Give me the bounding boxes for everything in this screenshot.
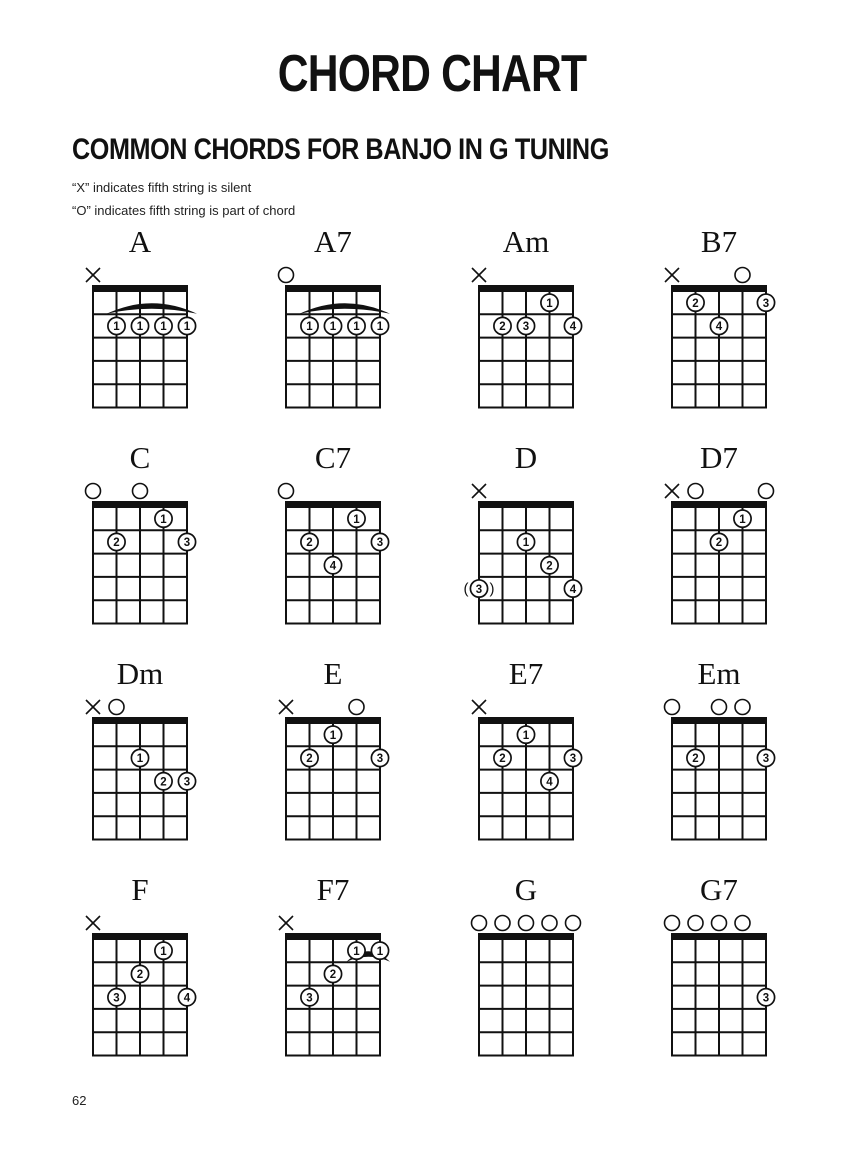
open-string-marker	[349, 700, 364, 715]
open-string-marker	[472, 916, 487, 931]
chord-diagram-a	[73, 224, 213, 419]
nut-bar	[285, 933, 381, 940]
finger-position	[131, 965, 148, 982]
open-string-marker	[279, 484, 294, 499]
finger-number: 3	[376, 753, 384, 766]
finger-number: 3	[569, 753, 577, 766]
finger-number: 4	[569, 321, 577, 334]
finger-position	[301, 317, 318, 334]
finger-number: 2	[136, 969, 144, 982]
finger-position	[687, 749, 704, 766]
open-string-marker	[566, 916, 581, 931]
open-string-marker	[735, 268, 750, 283]
chord-svg	[266, 656, 406, 846]
finger-number: 2	[692, 753, 699, 766]
finger-number: 1	[160, 513, 167, 526]
finger-position	[301, 533, 318, 550]
finger-position	[564, 317, 581, 334]
finger-number: 1	[136, 753, 144, 766]
nut-bar	[478, 285, 574, 292]
finger-number: 1	[160, 321, 167, 334]
chord-svg	[652, 224, 792, 414]
chord-svg	[73, 224, 213, 414]
muted-string-marker	[86, 700, 100, 714]
finger-number: 1	[160, 945, 167, 958]
chord-svg	[266, 872, 406, 1062]
finger-position	[371, 317, 388, 334]
chord-diagram-f7	[266, 872, 406, 1067]
chord-diagram-d7	[652, 440, 792, 635]
finger-position	[687, 294, 704, 311]
chord-name: E7	[508, 656, 544, 691]
muted-string-marker	[472, 700, 486, 714]
finger-number: 4	[715, 321, 723, 334]
chord-diagram-c	[73, 440, 213, 635]
finger-position	[564, 749, 581, 766]
finger-position	[131, 317, 148, 334]
open-string-marker	[759, 484, 774, 499]
finger-position	[178, 773, 195, 790]
finger-number: 4	[546, 776, 553, 789]
nut-bar	[671, 717, 767, 724]
finger-position	[131, 749, 148, 766]
chord-name: C	[129, 440, 151, 475]
muted-string-marker	[86, 916, 100, 930]
finger-number: 1	[376, 945, 384, 958]
finger-number: 3	[183, 537, 191, 550]
finger-position	[564, 580, 581, 597]
finger-position	[178, 989, 195, 1006]
open-string-marker	[735, 700, 750, 715]
finger-position	[155, 317, 172, 334]
finger-position	[301, 989, 318, 1006]
finger-number: 2	[160, 776, 167, 789]
finger-number: 1	[136, 321, 144, 334]
chord-svg	[459, 656, 599, 846]
chord-name: B7	[700, 224, 738, 259]
finger-position	[155, 942, 172, 959]
finger-number: 1	[353, 513, 360, 526]
svg-text:(: (	[463, 580, 469, 598]
open-string-marker	[279, 268, 294, 283]
chord-diagram-b7	[652, 224, 792, 419]
chord-name: Dm	[116, 656, 164, 691]
chord-name: D	[514, 440, 538, 475]
finger-position	[517, 533, 534, 550]
finger-number: 2	[306, 753, 313, 766]
muted-string-marker	[665, 484, 679, 498]
finger-number: 1	[329, 729, 337, 742]
page-title: CHORD CHART	[277, 45, 587, 103]
open-string-marker	[86, 484, 101, 499]
nut-bar	[478, 717, 574, 724]
finger-number: 1	[306, 321, 313, 334]
finger-number: 1	[183, 321, 191, 334]
finger-position	[757, 749, 774, 766]
legend-note-x: “X” indicates fifth string is silent	[72, 180, 252, 195]
open-string-marker	[665, 700, 680, 715]
muted-string-marker	[472, 268, 486, 282]
finger-number: 1	[522, 537, 530, 550]
nut-bar	[671, 285, 767, 292]
finger-position	[178, 533, 195, 550]
muted-string-marker	[86, 268, 100, 282]
nut-bar	[285, 717, 381, 724]
chord-diagram-d	[459, 440, 599, 635]
chord-diagram-g	[459, 872, 599, 1067]
chord-name: F7	[316, 872, 350, 907]
finger-position	[155, 510, 172, 527]
finger-position	[494, 317, 511, 334]
chord-name: Am	[502, 224, 550, 259]
finger-position	[517, 726, 534, 743]
finger-number: 2	[306, 537, 313, 550]
finger-position	[371, 533, 388, 550]
finger-number: 1	[546, 297, 553, 310]
finger-number: 1	[522, 729, 530, 742]
finger-number: 3	[306, 992, 313, 1005]
page-number: 62	[72, 1093, 87, 1108]
finger-position	[348, 942, 365, 959]
finger-number: 2	[113, 537, 120, 550]
chord-name: F	[131, 872, 149, 907]
open-string-marker	[519, 916, 534, 931]
finger-number: 1	[353, 321, 360, 334]
chord-diagram-e7	[459, 656, 599, 851]
chord-svg	[266, 224, 406, 414]
finger-number: 4	[183, 992, 191, 1005]
muted-string-marker	[665, 268, 679, 282]
finger-position	[348, 510, 365, 527]
open-string-marker	[688, 916, 703, 931]
nut-bar	[671, 933, 767, 940]
finger-number: 4	[329, 560, 337, 573]
finger-position	[108, 317, 125, 334]
finger-position	[301, 749, 318, 766]
chord-diagram-c7	[266, 440, 406, 635]
nut-bar	[92, 501, 188, 508]
chord-svg	[459, 224, 599, 414]
open-string-marker	[712, 916, 727, 931]
chord-name: A	[128, 224, 152, 259]
chord-diagram-g7	[652, 872, 792, 1067]
nut-bar	[478, 933, 574, 940]
nut-bar	[671, 501, 767, 508]
svg-text:): )	[489, 580, 495, 598]
open-string-marker	[542, 916, 557, 931]
finger-number: 3	[522, 321, 530, 334]
finger-number: 3	[376, 537, 384, 550]
chord-svg	[652, 872, 792, 1062]
finger-position	[541, 294, 558, 311]
finger-position	[757, 294, 774, 311]
finger-number: 2	[692, 297, 699, 310]
chord-svg	[73, 440, 213, 630]
chord-name: C7	[314, 440, 352, 475]
chord-diagram-e	[266, 656, 406, 851]
open-string-marker	[712, 700, 727, 715]
nut-bar	[285, 501, 381, 508]
finger-number: 1	[353, 945, 360, 958]
finger-number: 2	[715, 537, 723, 550]
finger-position	[541, 557, 558, 574]
muted-string-marker	[472, 484, 486, 498]
finger-position	[324, 557, 341, 574]
finger-position	[494, 749, 511, 766]
finger-number: 1	[739, 513, 746, 526]
legend-note-o: “O” indicates fifth string is part of chord	[72, 203, 296, 218]
chord-diagram-dm	[73, 656, 213, 851]
chord-name: D7	[700, 440, 738, 475]
chord-name: E	[323, 656, 343, 691]
nut-bar	[478, 501, 574, 508]
finger-position	[108, 533, 125, 550]
chord-name: G7	[700, 872, 738, 907]
nut-bar	[92, 933, 188, 940]
muted-string-marker	[279, 700, 293, 714]
finger-position	[710, 317, 727, 334]
chord-svg	[73, 872, 213, 1062]
finger-number: 3	[762, 297, 770, 310]
finger-position	[348, 317, 365, 334]
finger-position	[178, 317, 195, 334]
finger-position	[371, 749, 388, 766]
finger-number: 2	[329, 969, 337, 982]
finger-number: 2	[499, 753, 506, 766]
open-string-marker	[495, 916, 510, 931]
finger-position	[324, 965, 341, 982]
chord-svg	[652, 656, 792, 846]
chord-name: G	[514, 872, 538, 907]
finger-number: 3	[762, 753, 770, 766]
chord-diagram-am	[459, 224, 599, 419]
chord-svg	[459, 872, 599, 1062]
barre-arc	[300, 303, 391, 314]
chord-svg	[652, 440, 792, 630]
finger-number: 2	[546, 560, 553, 573]
open-string-marker	[688, 484, 703, 499]
open-string-marker	[735, 916, 750, 931]
finger-number: 1	[113, 321, 120, 334]
finger-position	[324, 726, 341, 743]
chord-diagram-a7	[266, 224, 406, 419]
open-string-marker	[665, 916, 680, 931]
nut-bar	[92, 717, 188, 724]
open-string-marker	[109, 700, 124, 715]
chord-svg	[73, 656, 213, 846]
section-subtitle: COMMON CHORDS FOR BANJO IN G TUNING	[72, 133, 609, 166]
chord-diagram-em	[652, 656, 792, 851]
finger-position	[541, 773, 558, 790]
barre-arc	[107, 303, 198, 314]
chord-svg	[459, 440, 599, 630]
finger-position	[517, 317, 534, 334]
muted-string-marker	[279, 916, 293, 930]
nut-bar	[285, 285, 381, 292]
nut-bar	[92, 285, 188, 292]
finger-position	[757, 989, 774, 1006]
finger-position	[710, 533, 727, 550]
optional-finger-position	[464, 580, 495, 598]
finger-number: 3	[183, 776, 191, 789]
chord-diagram-f	[73, 872, 213, 1067]
finger-position	[155, 773, 172, 790]
chord-name: Em	[697, 656, 741, 691]
finger-position	[324, 317, 341, 334]
finger-number: 1	[329, 321, 337, 334]
finger-number: 3	[475, 583, 483, 596]
open-string-marker	[133, 484, 148, 499]
chord-name: A7	[314, 224, 352, 259]
finger-number: 3	[762, 992, 770, 1005]
finger-number: 2	[499, 321, 506, 334]
chord-svg	[266, 440, 406, 630]
finger-position	[108, 989, 125, 1006]
finger-number: 3	[113, 992, 120, 1005]
finger-position	[734, 510, 751, 527]
finger-position	[371, 942, 388, 959]
finger-number: 4	[569, 583, 577, 596]
finger-number: 1	[376, 321, 384, 334]
